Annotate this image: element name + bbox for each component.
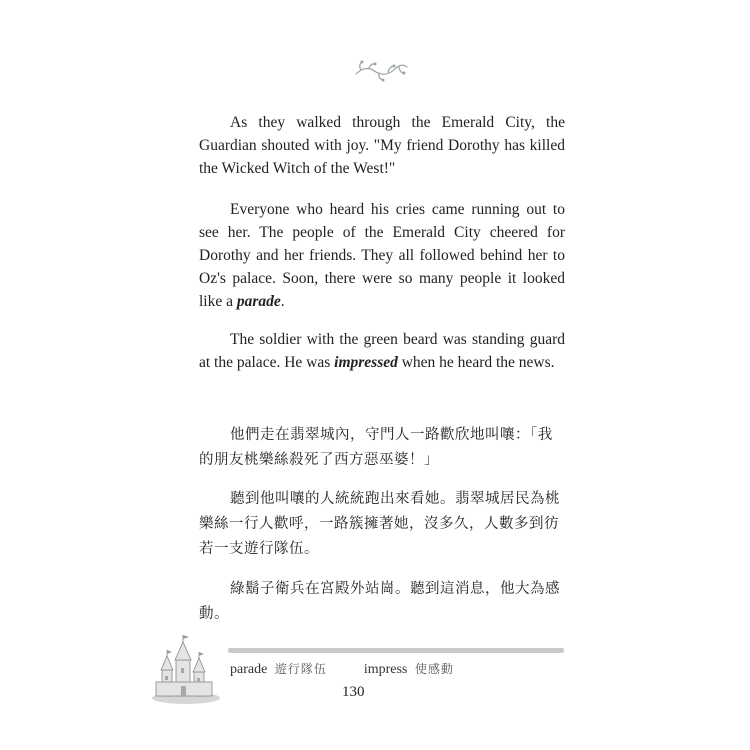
chinese-text: 聽到他叫嚷的人統統跑出來看她。翡翠城居民為桃樂絲一行人歡呼，一路簇擁著她，沒多久，人數多到彷若一支遊行隊伍。 — [199, 491, 560, 557]
english-text-end: when he heard the news. — [397, 354, 555, 371]
glossary-meaning: 使感動 — [414, 662, 454, 676]
english-text: Everyone who heard his cries came running out to see her. The people of the Emerald City cheered for Dorothy and her friends. They all followed behind her to Oz's palace. Soon, there were so many people it looked like a — [199, 201, 565, 310]
vine-ornament-icon — [352, 58, 410, 82]
castle-illustration-icon — [148, 632, 224, 708]
chinese-paragraph-2 — [199, 487, 565, 562]
chinese-paragraph-1 — [199, 423, 565, 473]
english-paragraph-2 — [199, 198, 565, 313]
chinese-text: 他們走在翡翠城內，守門人一路歡欣地叫嚷：「我的朋友桃樂絲殺死了西方惡巫婆！」 — [199, 427, 553, 468]
footer-divider — [228, 648, 564, 653]
english-text-end: . — [280, 293, 285, 310]
glossary-term: parade — [230, 662, 268, 677]
glossary — [230, 660, 454, 678]
glossary-term: impress — [363, 662, 408, 677]
chinese-paragraph-3 — [199, 577, 565, 627]
english-paragraph-3 — [199, 328, 565, 374]
glossary-meaning: 遊行隊伍 — [274, 662, 327, 676]
english-text: The soldier with the green beard was standing guard at the palace. He was — [199, 331, 565, 371]
english-paragraph-1 — [199, 111, 565, 180]
chinese-text: 綠鬍子衛兵在宮殿外站崗。聽到這消息，他大為感動。 — [199, 581, 560, 622]
english-text: As they walked through the Emerald City, the Guardian shouted with joy. "My friend Dorothy has killed the Wicked Witch of the West!" — [199, 114, 565, 177]
vocabulary-word-impressed: impressed — [334, 354, 398, 371]
vocabulary-word-parade: parade — [236, 293, 281, 310]
page-number: 130 — [342, 684, 365, 700]
